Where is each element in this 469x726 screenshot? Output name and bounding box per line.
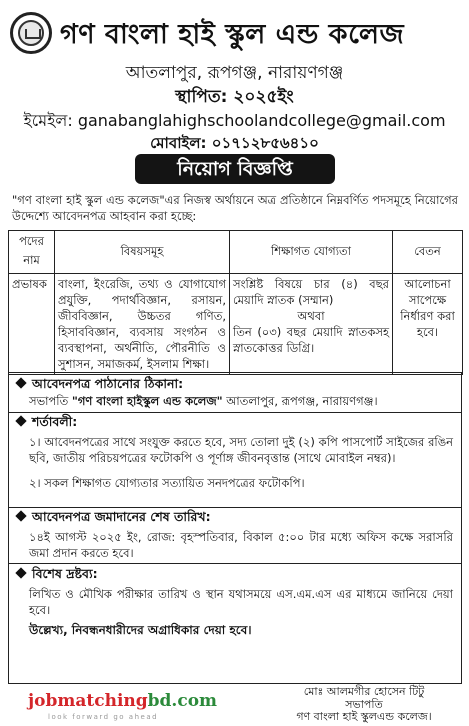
- diamond-bullet-icon: [15, 567, 26, 578]
- section-conditions: [9, 413, 461, 491]
- section-address: [9, 375, 461, 409]
- school-logo: [10, 12, 52, 54]
- signer-title: সভাপতি: [345, 697, 383, 711]
- salary: আলোচনা সাপেক্ষে নির্ধারণ করা হবে।: [393, 274, 463, 375]
- section-title: আবেদনপত্র জমাদানের শেষ তারিখ:: [32, 509, 211, 524]
- watermark-brand: jobmatchingbd.com: [28, 691, 218, 711]
- address-suffix: আতলাপুর, রূপগঞ্জ, নারায়ণগঞ্জ।: [226, 394, 378, 408]
- qualification-or: অথবা: [297, 309, 325, 323]
- qualification: [230, 274, 393, 375]
- email-address[interactable]: ganabanglahighschoolandcollege@gmail.com: [77, 111, 446, 130]
- header-salary: বেতন: [393, 231, 463, 274]
- diamond-bullet-icon: [15, 377, 26, 388]
- condition-item-2: ২। সকল শিক্ষাগত যোগ্যতার সত্যায়িত সনদপত্রের ফটোকপি।: [29, 476, 305, 490]
- signer-name: মোঃ আলমগীর হোসেন টিটু: [303, 685, 425, 698]
- school-name: গণ বাংলা হাই স্কুল এন্ড কলেজ: [60, 19, 405, 50]
- header-qualification: শিক্ষাগত যোগ্যতা: [230, 231, 393, 274]
- address-school: "গণ বাংলা হাইস্কুল এন্ড কলেজ": [71, 394, 223, 408]
- diamond-bullet-icon: [15, 510, 26, 521]
- signature-block: [270, 686, 458, 724]
- priority-note: উল্লেখ্য, নিবন্ধনধারীদের অগ্রাধিকার দেয়া হবে।: [29, 623, 252, 637]
- email-line: [0, 108, 469, 135]
- condition-item-1: ১। আবেদনপত্রের সাথে সংযুক্ত করতে হবে, সদ্য তোলা দুই (২) কপি পাসপোর্ট সাইজের রঙিন ছবি, জাতীয় পরিচয়পত্রের ফটোকপি ও পূর্ণাঙ্গ জীবনবৃত্তান্ত (সাথে মোবাইল নম্বর)।: [29, 435, 453, 465]
- watermark-tagline: look forward go ahead: [48, 713, 159, 721]
- section-divider: [9, 563, 461, 564]
- established-year: স্থাপিত: ২০২৫ইং: [175, 87, 294, 107]
- section-deadline: [9, 508, 461, 561]
- table-row: [9, 274, 463, 375]
- table-header-row: [9, 231, 463, 274]
- vacancy-table: [8, 230, 463, 375]
- diamond-bullet-icon: [15, 415, 26, 426]
- post-name: প্রভাষক: [9, 274, 55, 375]
- mobile-number: মোবাইল: ০১৭১২৮৫৬৪১০: [150, 134, 319, 152]
- section-title: বিশেষ দ্রষ্টব্য:: [32, 566, 98, 581]
- book-emblem-icon: [18, 20, 44, 46]
- header-post: পদের নাম: [9, 231, 55, 274]
- address-prefix: সভাপতি: [29, 394, 69, 408]
- signer-org: গণ বাংলা হাই স্কুলএন্ড কলেজ।: [296, 710, 432, 723]
- school-address: আতলাপুর, রূপগঞ্জ, নারায়ণগঞ্জ: [125, 63, 344, 83]
- qualification-option-1: সংশ্লিষ্ট বিষয়ে চার (৪) বছর মেয়াদি স্নাতক (সম্মান): [233, 277, 389, 307]
- header-subjects: বিষয়সমূহ: [55, 231, 230, 274]
- section-notes: [9, 565, 461, 638]
- intro-text: "গণ বাংলা হাই স্কুল এন্ড কলেজ"এর নিজস্ব অর্থায়নে অত্র প্রতিষ্ঠানে নিম্নবর্ণিত পদসমূহে নিয়োগের উদ্দেশ্যে আবেদনপত্র আহবান করা হচ্ছে:: [12, 193, 458, 223]
- footer: [8, 686, 462, 722]
- email-label: ইমেইল:: [23, 111, 73, 130]
- instructions-box: [8, 372, 462, 684]
- qualification-option-2: তিন (০৩) বছর মেয়াদি স্নাতকসহ স্নাতকোত্তর ডিগ্রি।: [233, 325, 389, 355]
- deadline-text: ১৪ই আগস্ট ২০২৫ ইং, রোজ: বৃহস্পতিবার, বিকাল ৫:০০ টার মধ্যে অফিস কক্ষে সরাসরি জমা প্রদান করতে হবে।: [29, 530, 453, 560]
- section-title: আবেদনপত্র পাঠানোর ঠিকানা:: [32, 376, 184, 391]
- notice-banner: নিয়োগ বিজ্ঞপ্তি: [135, 154, 335, 184]
- section-title: শর্তাবলী:: [32, 414, 78, 429]
- subjects-list: বাংলা, ইংরেজি, তথ্য ও যোগাযোগ প্রযুক্তি, পদার্থবিজ্ঞান, রসায়ন, জীববিজ্ঞান, উচ্চতর গণিত, হিসাববিজ্ঞান, ব্যবসায় সংগঠন ও ব্যবস্থাপনা, অর্থনীতি, পৌরনীতি ও সুশাসন, সমাজকর্ম, ইসলাম শিক্ষা।: [55, 274, 230, 375]
- notes-text: লিখিত ও মৌখিক পরীক্ষার তারিখ ও স্থান যথাসময়ে এস.এম.এস এর মাধ্যমে জানিয়ে দেয়া হবে।: [29, 587, 453, 617]
